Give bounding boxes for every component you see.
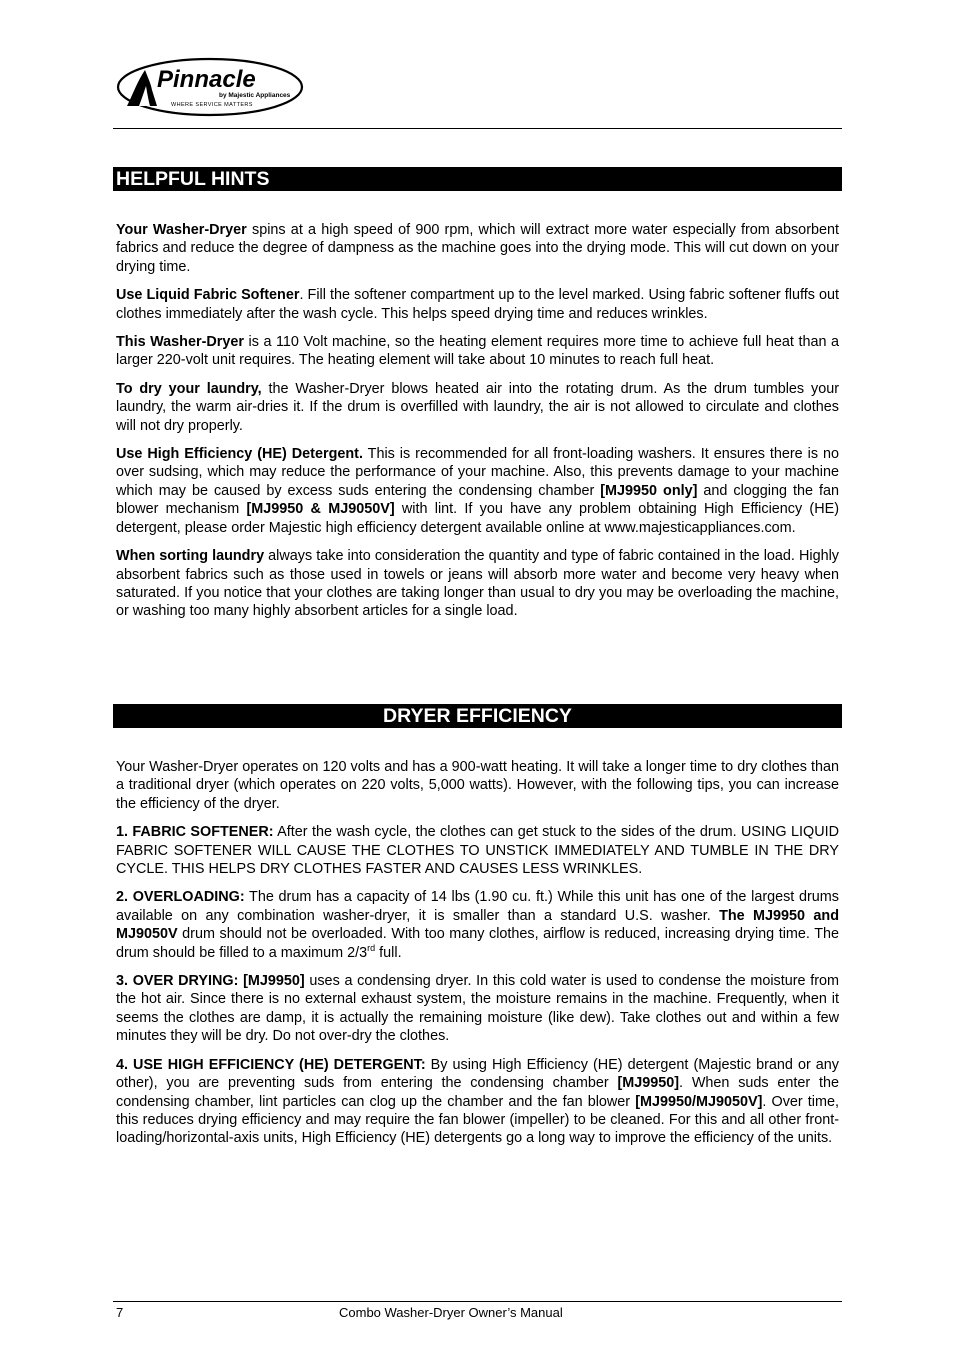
- efficiency-intro: Your Washer-Dryer operates on 120 volts and has a 900-watt heating. It will take a longer time to dry clothes than a traditional dryer (which operates on 220 volts, 5,000 watts). However, with the following tips, you can increase the efficiency of the dryer.: [116, 759, 839, 812]
- hint-paragraph: To dry your laundry, the Washer-Dryer blows heated air into the rotating drum. As the drum tumbles your laundry, the warm air-dries it. If the drum is overfilled with laundry, the air is not allowed to circulate and clothes will not dry properly.: [116, 380, 839, 434]
- logo-tagline: WHERE SERVICE MATTERS: [171, 102, 253, 108]
- helpful-hints-body: [116, 221, 839, 631]
- logo-brand: Pinnacle: [157, 66, 256, 93]
- hint-paragraph: Use Liquid Fabric Softener. Fill the softener compartment up to the level marked. Using fabric softener fluffs out clothes immediately after the wash cycle. This helps speed drying time and reduces wrinkles.: [116, 287, 839, 322]
- hint-paragraph: Your Washer-Dryer spins at a high speed of 900 rpm, which will extract more water especially from absorbent fabrics and reduce the degree of dampness as the machine goes into the drying mode. This will cut down on your drying time.: [116, 222, 839, 275]
- dryer-efficiency-body: [116, 758, 839, 1158]
- logo-sub: by Majestic Appliances: [219, 92, 291, 99]
- efficiency-tip: 2. OVERLOADING: The drum has a capacity of 14 lbs (1.90 cu. ft.) While this unit has one of the largest drums available on any combination washer-dryer, it is smaller than a standard U.S. washer. The MJ9950 and MJ9050V drum should not be overloaded. With too many clothes, airflow is reduced, increasing drying time. The drum should be filled to a maximum 2/3rd full.: [116, 889, 839, 961]
- hint-paragraph: This Washer-Dryer is a 110 Volt machine, so the heating element requires more time to achieve full heat than a larger 220-volt unit requires. The heating element will take about 10 minutes to reach full heat.: [116, 334, 840, 369]
- pinnacle-logo: [115, 56, 305, 118]
- helpful-hints-heading: HELPFUL HINTS: [113, 167, 842, 191]
- efficiency-tip: 3. OVER DRYING: [MJ9950] uses a condensing dryer. In this cold water is used to condense the moisture from the hot air. Since there is no external exhaust system, the moisture remains in the machine. Frequently, when it seems the clothes are damp, it is actually the remaining moisture (like dew). Take clothes out and within a few minutes they will be dry. Do not over-dry the clothes.: [116, 973, 839, 1045]
- efficiency-tip: 4. USE HIGH EFFICIENCY (HE) DETERGENT: By using High Efficiency (HE) detergent (Majestic brand or any other), you are preventing suds from entering the condensing chamber [MJ9950]. When suds enter the condensing chamber, lint particles can clog up the chamber and the fan blower [MJ9950/MJ9050V]. Over time, this reduces drying efficiency and may require the fan blower (impeller) to be cleaned. For this and all other front-loading/horizontal-axis units, High Efficiency (HE) detergents go a long way to improve the efficiency of the units.: [116, 1056, 839, 1147]
- dryer-efficiency-heading: DRYER EFFICIENCY: [113, 704, 842, 728]
- footer-rule: [113, 1301, 842, 1302]
- footer-title: Combo Washer-Dryer Owner’s Manual: [339, 1305, 563, 1320]
- efficiency-tip: 1. FABRIC SOFTENER: After the wash cycle, the clothes can get stuck to the sides of the drum. USING LIQUID FABRIC SOFTENER WILL CAUSE THE CLOTHES TO UNSTICK IMMEDIATELY AND TUMBLE IN THE DRY CYCLE. THIS HELPS DRY CLOTHES FASTER AND CAUSES LESS WRINKLES.: [116, 824, 839, 878]
- hint-paragraph: Use High Efficiency (HE) Detergent. This is recommended for all front-loading washers. It ensures there is no over sudsing, which may reduce the performance of your machine. Also, this prevents damage to your machine which may be caused by excess suds entering the condensing chamber [MJ9950 only] and clogging the fan blower mechanism [MJ9950 & MJ9050V] with lint. If you have any problem obtaining High Efficiency (HE) detergent, please order Majestic high efficiency detergent available online at www.majesticappliances.com.: [116, 446, 840, 536]
- header-rule: [113, 128, 842, 129]
- page-number: 7: [116, 1305, 124, 1320]
- hint-paragraph: When sorting laundry always take into consideration the quantity and type of fabric contained in the load. Highly absorbent fabrics such as those used in towels or jeans will absorb more water and become very heavy when saturated. If you notice that your clothes are taking longer than usual to dry you may be overloading the machine, or washing too many highly absorbent articles for a single load.: [116, 548, 839, 620]
